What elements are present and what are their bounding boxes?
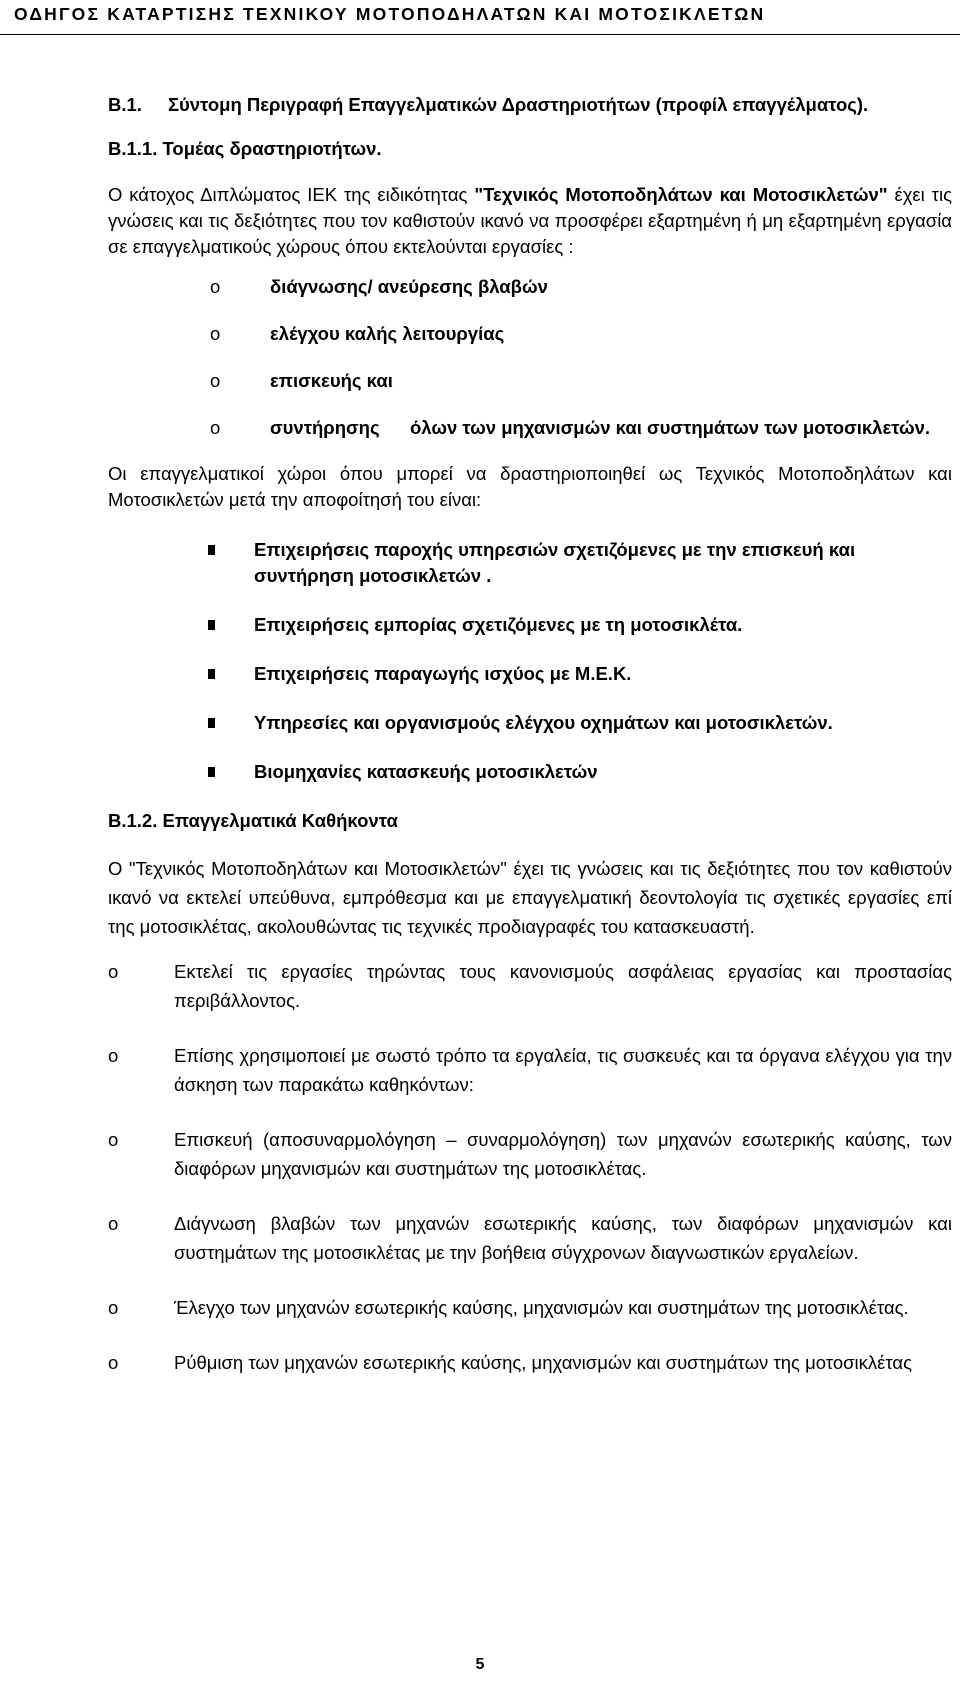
list-marker: o bbox=[108, 961, 119, 982]
section-b12-heading: Β.1.2. Επαγγελματικά Καθήκοντα bbox=[108, 810, 398, 831]
section-b1-title: Σύντομη Περιγραφή Επαγγελματικών Δραστηριοτήτων (προφίλ επαγγέλματος). bbox=[167, 94, 869, 115]
list-item bbox=[108, 1209, 952, 1267]
workplace-text: Βιομηχανίες κατασκευής μοτοσικλετών bbox=[254, 761, 598, 782]
document-body bbox=[108, 92, 952, 1403]
list-item bbox=[108, 1348, 952, 1377]
duty-text: Επίσης χρησιμοποιεί με σωστό τρόπο τα εργαλεία, τις συσκευές και τα όργανα ελέγχου για την άσκηση των παρακάτω καθηκόντων: bbox=[174, 1045, 952, 1095]
duties-list bbox=[108, 957, 952, 1377]
section-b1-number: Β.1. bbox=[108, 94, 142, 115]
running-header bbox=[0, 0, 960, 35]
list-item bbox=[108, 1041, 952, 1099]
list-marker: o bbox=[108, 1129, 119, 1150]
square-bullet-icon bbox=[208, 620, 215, 630]
page-number: 5 bbox=[475, 1656, 485, 1673]
task-list bbox=[108, 274, 952, 441]
intro-specialty: "Τεχνικός Μοτοποδηλάτων και Μοτοσικλετών" bbox=[474, 184, 888, 205]
list-marker: o bbox=[108, 1213, 119, 1234]
workplaces-paragraph: Οι επαγγελματικοί χώροι όπου μπορεί να δραστηριοποιηθεί ως Τεχνικός Μοτοποδηλάτων και Μοτοσικλετών μετά την αποφοίτησή του είναι: bbox=[108, 463, 952, 510]
duty-text: Διάγνωση βλαβών των μηχανών εσωτερικής καύσης, των διαφόρων μηχανισμών και συστημάτων της μοτοσικλέτας με την βοήθεια σύγχρονων διαγνωστικών εργαλείων. bbox=[174, 1213, 952, 1263]
workplace-text: Επιχειρήσεις εμπορίας σχετιζόμενες με τη μοτοσικλέτα. bbox=[254, 614, 743, 635]
intro-part2: έχει τις γνώσεις και τις δεξιότητες που τον καθιστούν ικανό να προσφέρει εξαρτημένη ή μη εξαρτημένη εργασία σε επαγγελματικούς χώρους όπου εκτελούνται εργασίες : bbox=[108, 184, 952, 257]
list-item bbox=[108, 1293, 952, 1322]
intro-part1: Ο κάτοχος Διπλώματος ΙΕΚ της ειδικότητας bbox=[108, 184, 475, 205]
list-marker: o bbox=[210, 323, 221, 344]
workplace-text: Επιχειρήσεις παραγωγής ισχύος με Μ.Ε.Κ. bbox=[254, 663, 632, 684]
section-b1-heading bbox=[108, 92, 952, 118]
list-marker: o bbox=[210, 276, 221, 297]
list-marker: o bbox=[108, 1352, 119, 1373]
list-item bbox=[108, 957, 952, 1015]
list-item bbox=[108, 321, 952, 347]
list-marker: o bbox=[210, 370, 221, 391]
list-item bbox=[108, 612, 952, 638]
square-bullet-icon bbox=[208, 718, 215, 728]
workplace-text: Επιχειρήσεις παροχής υπηρεσιών σχετιζόμενες με την επισκευή και συντήρηση μοτοσικλετών . bbox=[254, 539, 856, 586]
list-item bbox=[108, 710, 952, 736]
list-item bbox=[108, 274, 952, 300]
header-title: ΟΔΗΓΟΣ ΚΑΤΑΡΤΙΣΗΣ ΤΕΧΝΙΚΟΥ ΜΟΤΟΠΟΔΗΛΑΤΩΝ ΚΑΙ ΜΟΤΟΣΙΚΛΕΤΩΝ bbox=[14, 4, 766, 24]
list-item bbox=[108, 537, 952, 589]
section-b11-heading: Β.1.1. Τομέας δραστηριοτήτων. bbox=[108, 138, 382, 159]
list-marker: o bbox=[108, 1045, 119, 1066]
duties-paragraph: Ο "Τεχνικός Μοτοποδηλάτων και Μοτοσικλετών" έχει τις γνώσεις και τις δεξιότητες που τον καθιστούν ικανό να εκτελεί υπεύθυνα, εμπρόθεσμα και με επαγγελματική δεοντολογία τις σχετικές εργασίες επί της μοτοσικλέτας, ακολουθώντας τις τεχνικές προδιαγραφές του κατασκευαστή. bbox=[108, 858, 952, 937]
duty-text: Επισκευή (αποσυναρμολόγηση – συναρμολόγηση) των μηχανών εσωτερικής καύσης, των διαφόρων μηχανισμών και συστημάτων της μοτοσικλέτας. bbox=[174, 1129, 952, 1179]
square-bullet-icon bbox=[208, 669, 215, 679]
intro-paragraph bbox=[108, 182, 952, 260]
square-bullet-icon bbox=[208, 545, 215, 555]
list-item bbox=[108, 368, 952, 394]
workplaces-list bbox=[108, 537, 952, 785]
duty-text: Έλεγχο των μηχανών εσωτερικής καύσης, μηχανισμών και συστημάτων της μοτοσικλέτας. bbox=[174, 1297, 909, 1318]
task-text: διάγνωσης/ ανεύρεσης βλαβών bbox=[270, 276, 548, 297]
list-item bbox=[108, 1125, 952, 1183]
square-bullet-icon bbox=[208, 767, 215, 777]
task-text: επισκευής και bbox=[270, 370, 393, 391]
list-item bbox=[108, 759, 952, 785]
list-marker: o bbox=[108, 1297, 119, 1318]
task-text: ελέγχου καλής λειτουργίας bbox=[270, 323, 505, 344]
duty-text: Ρύθμιση των μηχανών εσωτερικής καύσης, μηχανισμών και συστημάτων της μοτοσικλέτας bbox=[174, 1352, 913, 1373]
list-item bbox=[108, 415, 952, 441]
list-item bbox=[108, 661, 952, 687]
duty-text: Εκτελεί τις εργασίες τηρώντας τους κανονισμούς ασφάλειας εργασίας και προστασίας περιβάλλοντος. bbox=[174, 961, 952, 1011]
workplace-text: Υπηρεσίες και οργανισμούς ελέγχου οχημάτων και μοτοσικλετών. bbox=[254, 712, 833, 733]
task-text-rest: όλων των μηχανισμών και συστημάτων των μοτοσικλετών. bbox=[410, 417, 931, 438]
task-text-first: συντήρησης bbox=[270, 417, 380, 438]
list-marker: o bbox=[210, 417, 221, 438]
